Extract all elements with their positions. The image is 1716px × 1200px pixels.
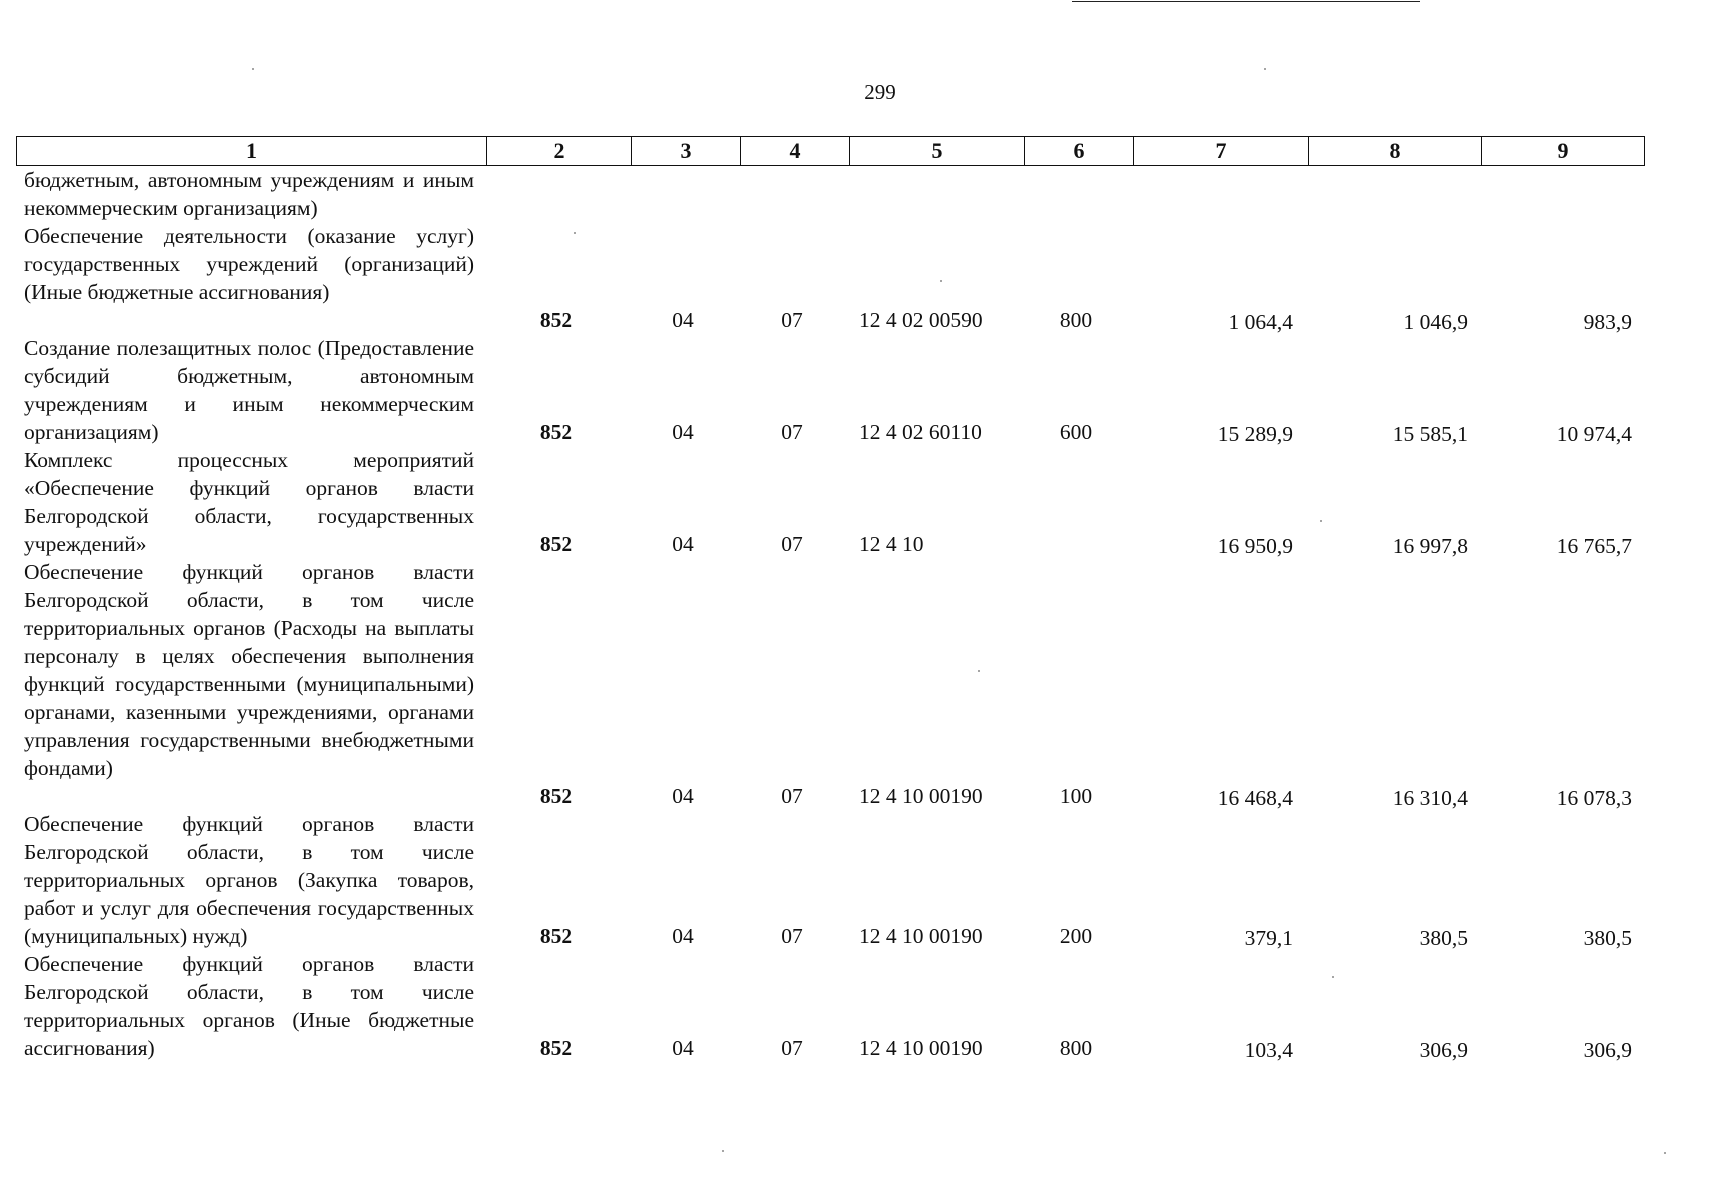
row-code-ministry: 852 xyxy=(539,308,573,332)
row-amount-year2: 16 997,8 xyxy=(1392,534,1468,558)
row-amount-year1: 1 064,4 xyxy=(1228,310,1293,334)
row-code-subsection: 07 xyxy=(781,532,803,556)
column-header-4: 4 xyxy=(741,137,850,166)
row-amount-year1: 15 289,9 xyxy=(1217,422,1293,446)
scan-speck xyxy=(574,232,576,234)
row-amount-year2: 15 585,1 xyxy=(1392,422,1468,446)
row-description: Создание полезащитных полос (Предоставление субсидий бюджетным, автономным учреждениям и иным некоммерческим организациям) xyxy=(24,336,474,444)
row-code-section: 04 xyxy=(672,308,694,332)
row-code-section: 04 xyxy=(672,420,694,444)
row-amount-year1: 16 468,4 xyxy=(1217,786,1293,810)
row-code-section: 04 xyxy=(672,924,694,948)
row-target-article: 12 4 10 xyxy=(859,532,924,556)
row-code-ministry: 852 xyxy=(539,784,573,808)
row-amount-year2: 306,9 xyxy=(1419,1038,1468,1062)
row-amount-year2: 1 046,9 xyxy=(1403,310,1468,334)
column-header-1: 1 xyxy=(17,137,487,166)
column-header-8: 8 xyxy=(1309,137,1482,166)
page-number: 299 xyxy=(864,80,896,104)
column-header-6: 6 xyxy=(1025,137,1134,166)
column-header-9: 9 xyxy=(1482,137,1645,166)
row-code-ministry: 852 xyxy=(539,420,573,444)
row-amount-year1: 379,1 xyxy=(1244,926,1293,950)
column-header-7: 7 xyxy=(1134,137,1309,166)
row-target-article: 12 4 10 00190 xyxy=(859,924,983,948)
row-amount-year3: 983,9 xyxy=(1583,310,1632,334)
column-header-5: 5 xyxy=(850,137,1025,166)
row-code-ministry: 852 xyxy=(539,924,573,948)
scan-speck xyxy=(1664,1152,1666,1154)
row-description: Обеспечение функций органов власти Белгородской области, в том числе территориальных органов (Расходы на выплаты персоналу в целях обеспечения выполнения функций государственными (муниципальными) органами, казенными учреждениями, органами управления государственными внебюджетными фондами) xyxy=(24,560,474,780)
row-code-subsection: 07 xyxy=(781,924,803,948)
row-expense-type: 600 xyxy=(1059,420,1093,444)
row-code-subsection: 07 xyxy=(781,784,803,808)
row-amount-year1: 16 950,9 xyxy=(1217,534,1293,558)
row-description: бюджетным, автономным учреждениям и иным некоммерческим организациям) xyxy=(24,168,474,220)
row-target-article: 12 4 10 00190 xyxy=(859,784,983,808)
row-description: Комплекс процессных мероприятий «Обеспечение функций органов власти Белгородской области, государственных учреждений» xyxy=(24,448,474,556)
row-amount-year3: 380,5 xyxy=(1583,926,1632,950)
row-expense-type: 800 xyxy=(1059,308,1093,332)
row-target-article: 12 4 10 00190 xyxy=(859,1036,983,1060)
row-description: Обеспечение функций органов власти Белгородской области, в том числе территориальных органов (Иные бюджетные ассигнования) xyxy=(24,952,474,1060)
row-code-section: 04 xyxy=(672,784,694,808)
row-code-section: 04 xyxy=(672,1036,694,1060)
row-amount-year2: 380,5 xyxy=(1419,926,1468,950)
row-amount-year3: 16 765,7 xyxy=(1556,534,1632,558)
row-description: Обеспечение деятельности (оказание услуг) государственных учреждений (организаций) (Иные бюджетные ассигнования) xyxy=(24,224,474,304)
row-description: Обеспечение функций органов власти Белгородской области, в том числе территориальных органов (Закупка товаров, работ и услуг для обеспечения государственных (муниципальных) нужд) xyxy=(24,812,474,948)
row-code-ministry: 852 xyxy=(539,1036,573,1060)
row-amount-year1: 103,4 xyxy=(1244,1038,1293,1062)
scan-speck xyxy=(1264,68,1266,70)
column-header-2: 2 xyxy=(487,137,632,166)
row-amount-year3: 10 974,4 xyxy=(1556,422,1632,446)
row-expense-type: 100 xyxy=(1059,784,1093,808)
row-target-article: 12 4 02 00590 xyxy=(859,308,983,332)
scan-speck xyxy=(978,670,980,672)
scan-speck xyxy=(252,68,254,70)
scan-speck xyxy=(940,280,942,282)
row-amount-year3: 306,9 xyxy=(1583,1038,1632,1062)
row-code-subsection: 07 xyxy=(781,1036,803,1060)
row-code-subsection: 07 xyxy=(781,420,803,444)
scan-speck xyxy=(722,1150,724,1152)
row-code-section: 04 xyxy=(672,532,694,556)
row-amount-year3: 16 078,3 xyxy=(1556,786,1632,810)
row-amount-year2: 16 310,4 xyxy=(1392,786,1468,810)
row-expense-type: 800 xyxy=(1059,1036,1093,1060)
row-target-article: 12 4 02 60110 xyxy=(859,420,982,444)
row-code-ministry: 852 xyxy=(539,532,573,556)
row-expense-type: 200 xyxy=(1059,924,1093,948)
scan-speck xyxy=(1332,976,1334,978)
scan-speck xyxy=(1320,520,1322,522)
column-header-3: 3 xyxy=(632,137,741,166)
row-code-subsection: 07 xyxy=(781,308,803,332)
